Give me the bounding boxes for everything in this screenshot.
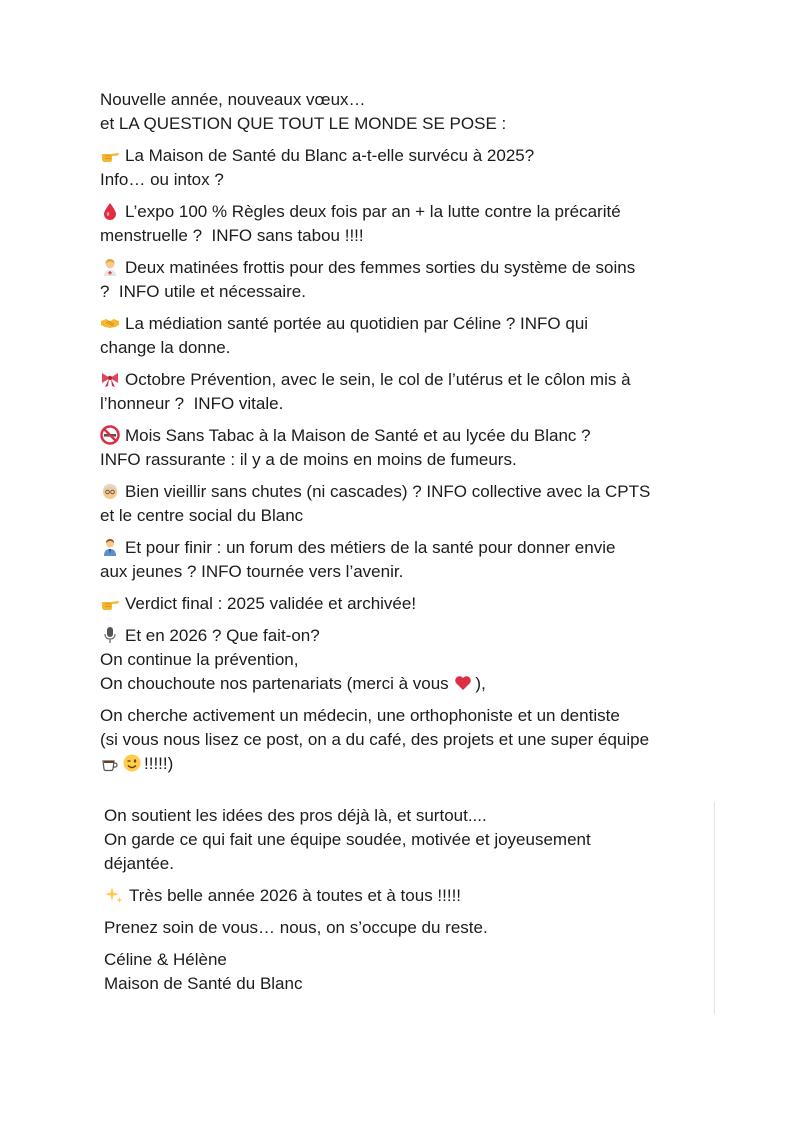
wishes-line <box>104 884 714 908</box>
intro-line-2: et LA QUESTION QUE TOUT LE MONDE SE POSE : <box>100 114 507 133</box>
plan-line-1-text: Et en 2026 ? Que fait-on? <box>125 626 320 645</box>
intro-line-1: Nouvelle année, nouveaux vœux… <box>100 90 366 109</box>
question-survival-line-2: Info… ou intox ? <box>100 170 224 189</box>
question-forum-line-2: aux jeunes ? INFO tournée vers l’avenir. <box>100 562 404 581</box>
ribbon-icon <box>100 369 120 389</box>
man-office-worker-icon <box>100 537 120 557</box>
heart-icon <box>453 673 473 693</box>
question-survival-line-1: La Maison de Santé du Blanc a-t-elle survécu à 2025? <box>125 146 535 165</box>
question-forum <box>100 536 710 560</box>
verdict-text: Verdict final : 2025 validée et archivée! <box>125 594 417 613</box>
question-tabac <box>100 424 710 448</box>
question-tabac-line-2: INFO rassurante : il y a de moins en moins de fumeurs. <box>100 450 517 469</box>
care-line: Prenez soin de vous… nous, on s’occupe du reste. <box>104 918 488 937</box>
coffee-icon <box>100 753 120 773</box>
pointing-hand-icon <box>100 593 120 613</box>
question-vieillir-line-1: Bien vieillir sans chutes (ni cascades) ? INFO collective avec la CPTS <box>125 482 651 501</box>
question-expo-line-2: menstruelle ? INFO sans tabou !!!! <box>100 226 364 245</box>
vertical-divider <box>714 802 715 1014</box>
signature-organization: Maison de Santé du Blanc <box>104 974 303 993</box>
elderly-person-icon <box>100 481 120 501</box>
plan-line-1 <box>100 624 710 648</box>
question-octobre-line-2: l’honneur ? INFO vitale. <box>100 394 284 413</box>
search-line-1: On cherche activement un médecin, une orthophoniste et un dentiste <box>100 706 620 725</box>
woman-health-worker-icon <box>100 257 120 277</box>
wishes-text: Très belle année 2026 à toutes et à tous !!!!! <box>129 886 462 905</box>
blood-drop-icon <box>100 201 120 221</box>
microphone-icon <box>100 625 120 645</box>
team-line-1: On soutient les idées des pros déjà là, et surtout.... <box>104 806 487 825</box>
signature-names: Céline & Hélène <box>104 950 227 969</box>
winking-face-icon <box>122 753 142 773</box>
question-frottis-line-2: ? INFO utile et nécessaire. <box>100 282 306 301</box>
question-frottis <box>100 256 710 280</box>
post-body-part-1 <box>100 88 710 776</box>
search-line-3 <box>100 752 710 776</box>
question-expo-line-1: L’expo 100 % Règles deux fois par an + la lutte contre la précarité <box>125 202 621 221</box>
question-mediation <box>100 312 710 336</box>
pointing-hand-icon <box>100 145 120 165</box>
question-tabac-line-1: Mois Sans Tabac à la Maison de Santé et au lycée du Blanc ? <box>125 426 591 445</box>
question-frottis-line-1: Deux matinées frottis pour des femmes sorties du système de soins <box>125 258 636 277</box>
plan-line-3 <box>100 672 710 696</box>
question-vieillir-line-2: et le centre social du Blanc <box>100 506 304 525</box>
search-line-2: (si vous nous lisez ce post, on a du café, des projets et une super équipe <box>100 730 650 749</box>
question-expo <box>100 200 710 224</box>
verdict-line <box>100 592 710 616</box>
question-octobre <box>100 368 710 392</box>
team-line-3: déjantée. <box>104 854 174 873</box>
post-body-part-2 <box>104 804 714 996</box>
plan-line-3-end: ), <box>475 674 486 693</box>
plan-line-2: On continue la prévention, <box>100 650 299 669</box>
handshake-icon <box>100 313 120 333</box>
question-vieillir <box>100 480 710 504</box>
search-line-3-text: !!!!!) <box>144 754 174 773</box>
question-survival <box>100 144 710 168</box>
plan-line-3-start: On chouchoute nos partenariats (merci à vous <box>100 674 454 693</box>
question-mediation-line-2: change la donne. <box>100 338 231 357</box>
question-forum-line-1: Et pour finir : un forum des métiers de la santé pour donner envie <box>125 538 616 557</box>
question-octobre-line-1: Octobre Prévention, avec le sein, le col de l’utérus et le côlon mis à <box>125 370 631 389</box>
question-mediation-line-1: La médiation santé portée au quotidien par Céline ? INFO qui <box>125 314 589 333</box>
no-smoking-icon <box>100 425 120 445</box>
team-line-2: On garde ce qui fait une équipe soudée, motivée et joyeusement <box>104 830 591 849</box>
sparkles-icon <box>104 885 124 905</box>
